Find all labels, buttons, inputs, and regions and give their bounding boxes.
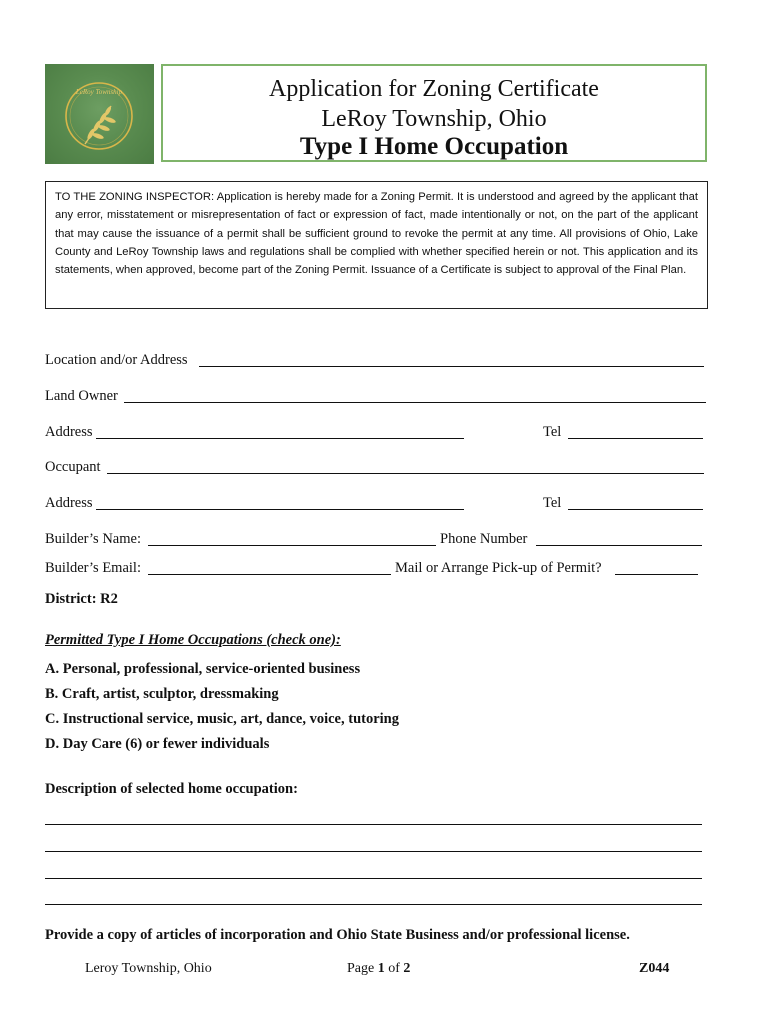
occupation-option-b[interactable]: B. Craft, artist, sculptor, dressmaking (45, 686, 279, 702)
wheat-emblem-icon (45, 64, 154, 164)
occupation-option-d[interactable]: D. Day Care (6) or fewer individuals (45, 736, 270, 752)
owner-tel-field[interactable] (568, 438, 703, 439)
phone-number-label: Phone Number (440, 531, 528, 547)
description-line-3[interactable] (45, 878, 702, 879)
owner-tel-label: Tel (543, 424, 562, 440)
occupant-field[interactable] (107, 473, 704, 474)
description-line-4[interactable] (45, 904, 702, 905)
mail-pickup-field[interactable] (615, 574, 698, 575)
occupant-tel-label: Tel (543, 495, 562, 511)
land-owner-label: Land Owner (45, 388, 118, 404)
builder-email-field[interactable] (148, 574, 391, 575)
title-line-2: LeRoy Township, Ohio (321, 106, 547, 132)
occupant-label: Occupant (45, 459, 101, 475)
mail-pickup-label: Mail or Arrange Pick-up of Permit? (395, 560, 602, 576)
description-line-1[interactable] (45, 824, 702, 825)
title-line-1: Application for Zoning Certificate (269, 76, 599, 102)
occupant-address-field[interactable] (96, 509, 464, 510)
occupant-address-label: Address (45, 495, 93, 511)
occupation-option-c[interactable]: C. Instructional service, music, art, dance, voice, tutoring (45, 711, 399, 727)
location-label: Location and/or Address (45, 352, 188, 368)
title-line-3: Type I Home Occupation (299, 133, 569, 160)
title-box (161, 64, 707, 162)
occupant-tel-field[interactable] (568, 509, 703, 510)
page-current: 1 (377, 961, 385, 976)
description-label: Description of selected home occupation: (45, 781, 298, 797)
location-field[interactable] (199, 366, 704, 367)
zoning-inspector-notice: TO THE ZONING INSPECTOR: Application is hereby made for a Zoning Permit. It is understood and agreed by the applicant that any error, misstatement or misrepresentation of fact or expression of fact, made intentionally or not, on the part of the applicant that may cause the issuance of a permit shall be sufficient ground to revoke the permit at any time. All provisions of Ohio, Lake County and LeRoy Township laws and regulations shall be complied with whether specified herein or not. This application and its statements, when approved, become part of the Zoning Permit. Issuance of a Certificate is subject to approval of the Final Plan. (45, 181, 708, 309)
township-logo (45, 64, 154, 164)
land-owner-field[interactable] (124, 402, 706, 403)
occupation-option-a[interactable]: A. Personal, professional, service-oriented business (45, 661, 361, 677)
footer-township: Leroy Township, Ohio (85, 961, 212, 976)
phone-number-field[interactable] (536, 545, 702, 546)
page-total: 2 (403, 961, 411, 976)
district-label: District: R2 (45, 591, 118, 607)
description-line-2[interactable] (45, 851, 702, 852)
permitted-occupations-heading: Permitted Type I Home Occupations (check one): (45, 632, 341, 648)
page-of: of (384, 961, 404, 976)
owner-address-label: Address (45, 424, 93, 440)
owner-address-field[interactable] (96, 438, 464, 439)
builder-name-field[interactable] (148, 545, 436, 546)
builder-name-label: Builder’s Name: (45, 531, 141, 547)
form-code: Z044 (639, 961, 670, 976)
builder-email-label: Builder’s Email: (45, 560, 141, 576)
page-prefix: Page (347, 961, 378, 976)
svg-text:LeRoy Township: LeRoy Township (75, 88, 123, 96)
footer-page-number (347, 961, 410, 977)
license-note: Provide a copy of articles of incorporation and Ohio State Business and/or professional license. (45, 927, 630, 943)
